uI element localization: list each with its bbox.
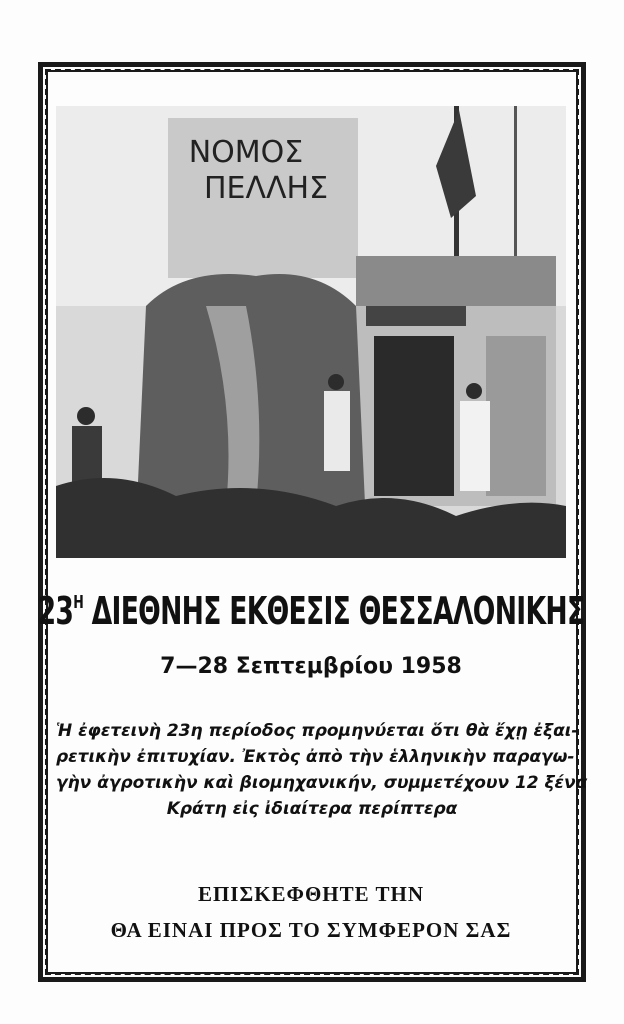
- paragraph-line: ρετικὴν ἐπιτυχίαν. Ἐκτὸς ἀπὸ τὴν ἑλληνικὴν παραγω-: [56, 747, 575, 767]
- pavilion-sign: [366, 306, 466, 326]
- call-to-action: [56, 876, 566, 948]
- headline-superscript: Η: [73, 592, 84, 613]
- pavilion-photo: [56, 106, 566, 558]
- sign-text-line-2: ΠΕΛΛΗΣ: [203, 171, 329, 206]
- cta-line-2: ΘΑ ΕΙΝΑΙ ΠΡΟΣ ΤΟ ΣΥΜΦΕΡΟΝ ΣΑΣ: [110, 918, 512, 942]
- headline-text: ΔΙΕΘΝΗΣ ΕΚΘΕΣΙΣ ΘΕΣΣΑΛΟΝΙΚΗΣ: [91, 589, 585, 633]
- paragraph-line: Ἡ ἐφετεινὴ 23η περίοδος προμηνύεται ὅτι θὰ ἔχῃ ἐξαι-: [56, 721, 579, 741]
- cta-line-1: ΕΠΙΣΚΕΦΘΗΤΕ ΤΗΝ: [197, 882, 425, 906]
- person-center: [328, 374, 344, 390]
- headline: [37, 584, 585, 638]
- headline-number: 23: [37, 589, 74, 633]
- person-left: [77, 407, 95, 425]
- paragraph-line: γὴν ἀγροτικὴν καὶ βιομηχανικήν, συμμετέχουν 12 ξένα: [56, 773, 588, 793]
- pavilion-entrance: [374, 336, 454, 496]
- description-paragraph: [56, 718, 588, 822]
- paragraph-line: Κράτη εἰς ἰδιαίτερα περίπτερα: [166, 799, 458, 819]
- person-right: [466, 383, 482, 399]
- exhibition-dates: 7—28 Σεπτεμβρίου 1958: [160, 654, 462, 679]
- sign-text-line-1: ΝΟΜΟΣ: [188, 135, 304, 170]
